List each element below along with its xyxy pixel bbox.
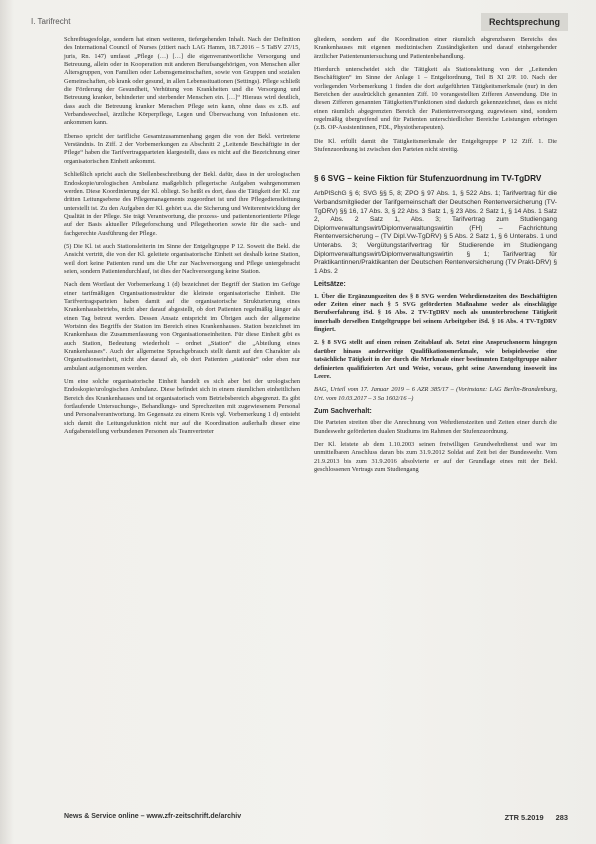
leitsatz-2: 2. § 8 SVG stellt auf einen reinen Zeitablauf ab. Setzt eine Anspruchsnorm hingegen darüber hinaus anderweitige Qualifikationsmerkmale, wie beispielsweise eine tatsächliche Tätigkeit in der durch die Merkmale einer bestimmten Entgeltgruppe näher definierten qualifizierten Art und Weise, voraus, geht seine Anwendung insoweit ins Leere. bbox=[314, 339, 557, 380]
body-paragraph: Schreibtagesfolge, sondern hat einen weiteren, tiefergehenden Inhalt. Nach der Definition des International Council of Nurses (zitiert nach LAG Hamm, 18.7.2016 – 5 TaBV 27/15, juris, Rn. 147) umfasst „Pflege (…) […] die eigenverantwortliche Versorgung und Betreuung, allein oder in Kooperation mit anderen Berufsangehörigen, von Menschen aller Altersgruppen, von Familien oder Lebensgemeinschaften, sowie von Gruppen und sozialen Gemeinschaften, ob krank oder gesund, in allen Lebenssituationen (Settings). Pflege schließt die Förderung der Gesundheit, Verhütung von Krankheiten und die Versorgung und Betreuung kranker, behinderter und sterbender Menschen ein. […]“ Hieraus wird deutlich, dass auch die Betreuung kranker Menschen Pflege sein kann, ohne dass es z.B. auf Verbandswechsel, ärztliche Körperpflege, Legen und Überwachung von Infusionen etc. ankommen kann. bbox=[64, 36, 300, 127]
footer-journal bbox=[495, 813, 568, 822]
body-paragraph: Ebenso spricht der tarifliche Gesamtzusammenhang gegen die von der Bekl. vertretene Verständnis. In Ziff. 2 der Vorbemerkungen zu Abschnitt 2 „Leitende Beschäftigte in der Pflege“ haben die Tarifvertragsparteien klargestellt, dass es nicht auf die Bezeichnung einer organisatorischen Einheit ankommt. bbox=[64, 132, 300, 165]
body-paragraph: Die Kl. erfüllt damit die Tätigkeitsmerkmale der Entgeltgruppe P 12 Ziff. 1. Die Stufenzuordnung ist zwischen den Parteien nicht streitig. bbox=[314, 137, 557, 154]
norms-list: ArbPlSchG § 6; SVG §§ 5, 8; ZPO § 97 Abs. 1, § 522 Abs. 1; Tarifvertrag für die Verbandsmitglieder der Tarifgemeinschaft der Deutschen Rentenversicherung (TV-TgDRV) §§ 16, 17 Abs. 3, § 22 Abs. 3 Satz 1, § 23 Abs. 2 Satz 1, § 14 Abs. 1 Satz 2, Abs. 2 Satz 1, Abs. 3; Tarifvertrag zum Studiengang Diplomverwaltungswirt/Diplomverwaltungswirtin (FH) – Fachrichtung Rentenversicherung – (TV Dipl.Vw-TgDRV) § 5 Abs. 2 Satz 1, § 6 Unterabs. 1 und Unterabs. 3; Vergütungstarifvertrag für Studierende im Studiengang Diplomverwaltungswirt/Diplomverwaltungswirtin § 1; Tarifvertrag für Praktikantinnen/Praktikanten der Deutschen Rentenversicherung (TV Prakt-DRV) § 1 Abs. 2 bbox=[314, 190, 557, 275]
right-column bbox=[314, 36, 557, 479]
body-paragraph: gliedern, sondern auf die Koordination einer räumlich abgrenzbaren Bereichs des Krankenhauses mit eigenen medizinischen Zuständigkeiten und darauf einhergehender ärztlicher Patientenuntersuchung und Patientenbehandlung. bbox=[314, 36, 557, 60]
footer-website: News & Service online – www.zfr-zeitschrift.de/archiv bbox=[64, 813, 242, 820]
leitsaetze-label: Leitsätze: bbox=[314, 281, 346, 289]
body-paragraph: Schließlich spricht auch die Stellenbeschreibung der Bekl. dafür, dass in der urologischen Endoskopie/urologischen Ambulanz maßgeblich pflegerische Aufgaben wahrgenommen werden. Diese Koordinierung der Kl. obliegt. So heißt es dort, dass die Tätigkeit der Kl. zur dritten Leitungsebene des Pflegemanagements zugeordnet ist und ihre Pflegedienstleitung unterstellt ist. Zu den Aufgaben der Kl. gehört u.a. die Sicherung und Weiterentwicklung der Qualität in der Pflege. Sie trägt Verantwortung, die prozess- und patientenorientierte Pflege auf der Basis aktueller Pflegeforschung und Pflegetheorien sowie für die sach- und fachgerechte Ausführung der Pflege. bbox=[64, 171, 300, 237]
body-paragraph: Hierdurch unterscheidet sich die Tätigkeit als Stationsleitung von der „Leitenden Beschäftigten“ im Sinne der Anlage 1 – Entgeltordnung, Teil B XI 2/P. 10. Nach der vorliegenden Vorbemerkung 1 finden die dort aufgeführten Tätigkeitsmerkmale (nur) in den Bereichen der ausdrücklich genannten Ziff. 10 vorangestellten Zifferen Anwendung. Die in diesen Zifferen genannten Tätigkeiten/Funktionen sind dadurch gekennzeichnet, dass es nicht einen räumlich abgegrenzten Bereich der Patientenversorgung zugewiesen sind, sondern regelmäßig übergreifend und für Patienten unterschiedlicher Bereiche Leistungen erbringen (z.B. OP-Assistentinnen, FDL, Physiotherapeuten). bbox=[314, 66, 557, 132]
body-paragraph: (5) Die Kl. ist auch Stationsleiterin im Sinne der Entgeltgruppe P 12. Soweit die Bekl. die Ansicht vertritt, die von der Kl. geleitete organisatorische Einheit sei deshalb keine Station, weil dort keine Patienten rund um die Uhr zur Nachversorgung und Pflege untergebracht seien, sondern Patientendurchlauf, ist dies der Nachversorgung keine Station. bbox=[64, 242, 300, 275]
decision-citation: BAG, Urteil vom 17. Januar 2019 – 6 AZR 385/17 – (Vorinstanz: LAG Berlin-Brandenburg, Urt. vom 10.03.2017 – 3 Sa 1602/16 –) bbox=[314, 386, 557, 402]
section-heading: § 6 SVG – keine Fiktion für Stufenzuordnung im TV-TgDRV bbox=[314, 174, 542, 184]
journal-issue: ZTR 5.2019 bbox=[504, 813, 544, 822]
sachverhalt-label: Zum Sachverhalt: bbox=[314, 407, 372, 415]
left-column bbox=[64, 36, 300, 441]
section-header: I. Tarifrecht bbox=[31, 17, 71, 26]
body-paragraph: Um eine solche organisatorische Einheit handelt es sich aber bei der urologischen Endoskopie/urologischen Ambulanz. Diese befindet sich in einem räumlichen einheitlichen Bereich des Krankenhauses und ist organisatorisch vom Betriebsbereich abgegrenzt. Es gibt fortlaufende Untersuchungs-, Behandlungs- und Sprechzeiten mit zugewiesenem Personal und Personalverantwortung. Im Gegensatz zu einem Kreis vgl. Vorbemerkung 1 d) entsteht sich damit die Leitungsfunktion nicht nur auf die Koordination außerhalb dieser eine Aufgabenstellung verbundenen Personen als Teamvertreter bbox=[64, 378, 300, 436]
body-paragraph: Die Parteien streiten über die Anrechnung von Wehrdienstzeiten und Zeiten einer durch die Bundeswehr geförderten dualen Studiums im Rahmen der Stufenzuordnung. bbox=[314, 419, 557, 435]
category-header: Rechtsprechung bbox=[481, 13, 568, 31]
page-number: 283 bbox=[555, 813, 568, 822]
body-paragraph: Der Kl. leistete ab dem 1.10.2003 seinen freiwilligen Grundwehrdienst und war im unmittelbaren Anschluss daran bis zum 31.9.2012 Soldat auf Zeit bei der Bundeswehr. Vom 21.9.2013 bis zum 31.9.2016 absolvierte er auf der Grundlage eines mit der Bekl. geschlossenen Vertrags zum Studiengang bbox=[314, 440, 557, 473]
leitsatz-1: 1. Über die Ergänzungszeiten des § 8 SVG werden Wehrdienstzeiten des Beschäftigten oder Zeiten einer nach § 5 SVG geförderten Maßnahme weder als einschlägige Berufserfahrung iSd. § 16 Abs. 2 TV-TgDRV noch als ununterbrochene Tätigkeit innerhalb derselben Entgeltgruppe bei seinem Arbeitgeber iSd. § 16 Abs. 4 TV-TgDRV fingiert. bbox=[314, 292, 557, 334]
body-paragraph: Nach dem Wortlaut der Vorbemerkung 1 (d) bezeichnet der Begriff der Station im Gefüge einer tarifmäßigen Organisationsstruktur die kleinste organisatorische Einheit. Die Tarifvertragsparteien haben damit auf die organisatorische Strukturierung eines Krankenhausbetriebs, nicht aber darauf abgestellt, ob dort Patienten regelmäßig länger als einen Tag betreut werden. Dessen Ansatz entspricht im Übrigen auch der allgemeine Wortsinn des Begriffs der Station im Bereich eines Krankenhauses. Station bezeichnet im Krankenhaus die Zusammenfassung von Organisationseinheiten. Für diese Einheit gibt es auch Station, Bedeutung wiederholt – ordnet „Station“ die „Abteilung eines Krankenhauses“. Auch der allgemeine Sprachgebrauch stellt damit auf den Charakter als Organisationseinheit, nicht aber darauf ab, ob dort Patienten „stationär“ oder eben nur ambulant aufgenommen werden. bbox=[64, 281, 300, 372]
